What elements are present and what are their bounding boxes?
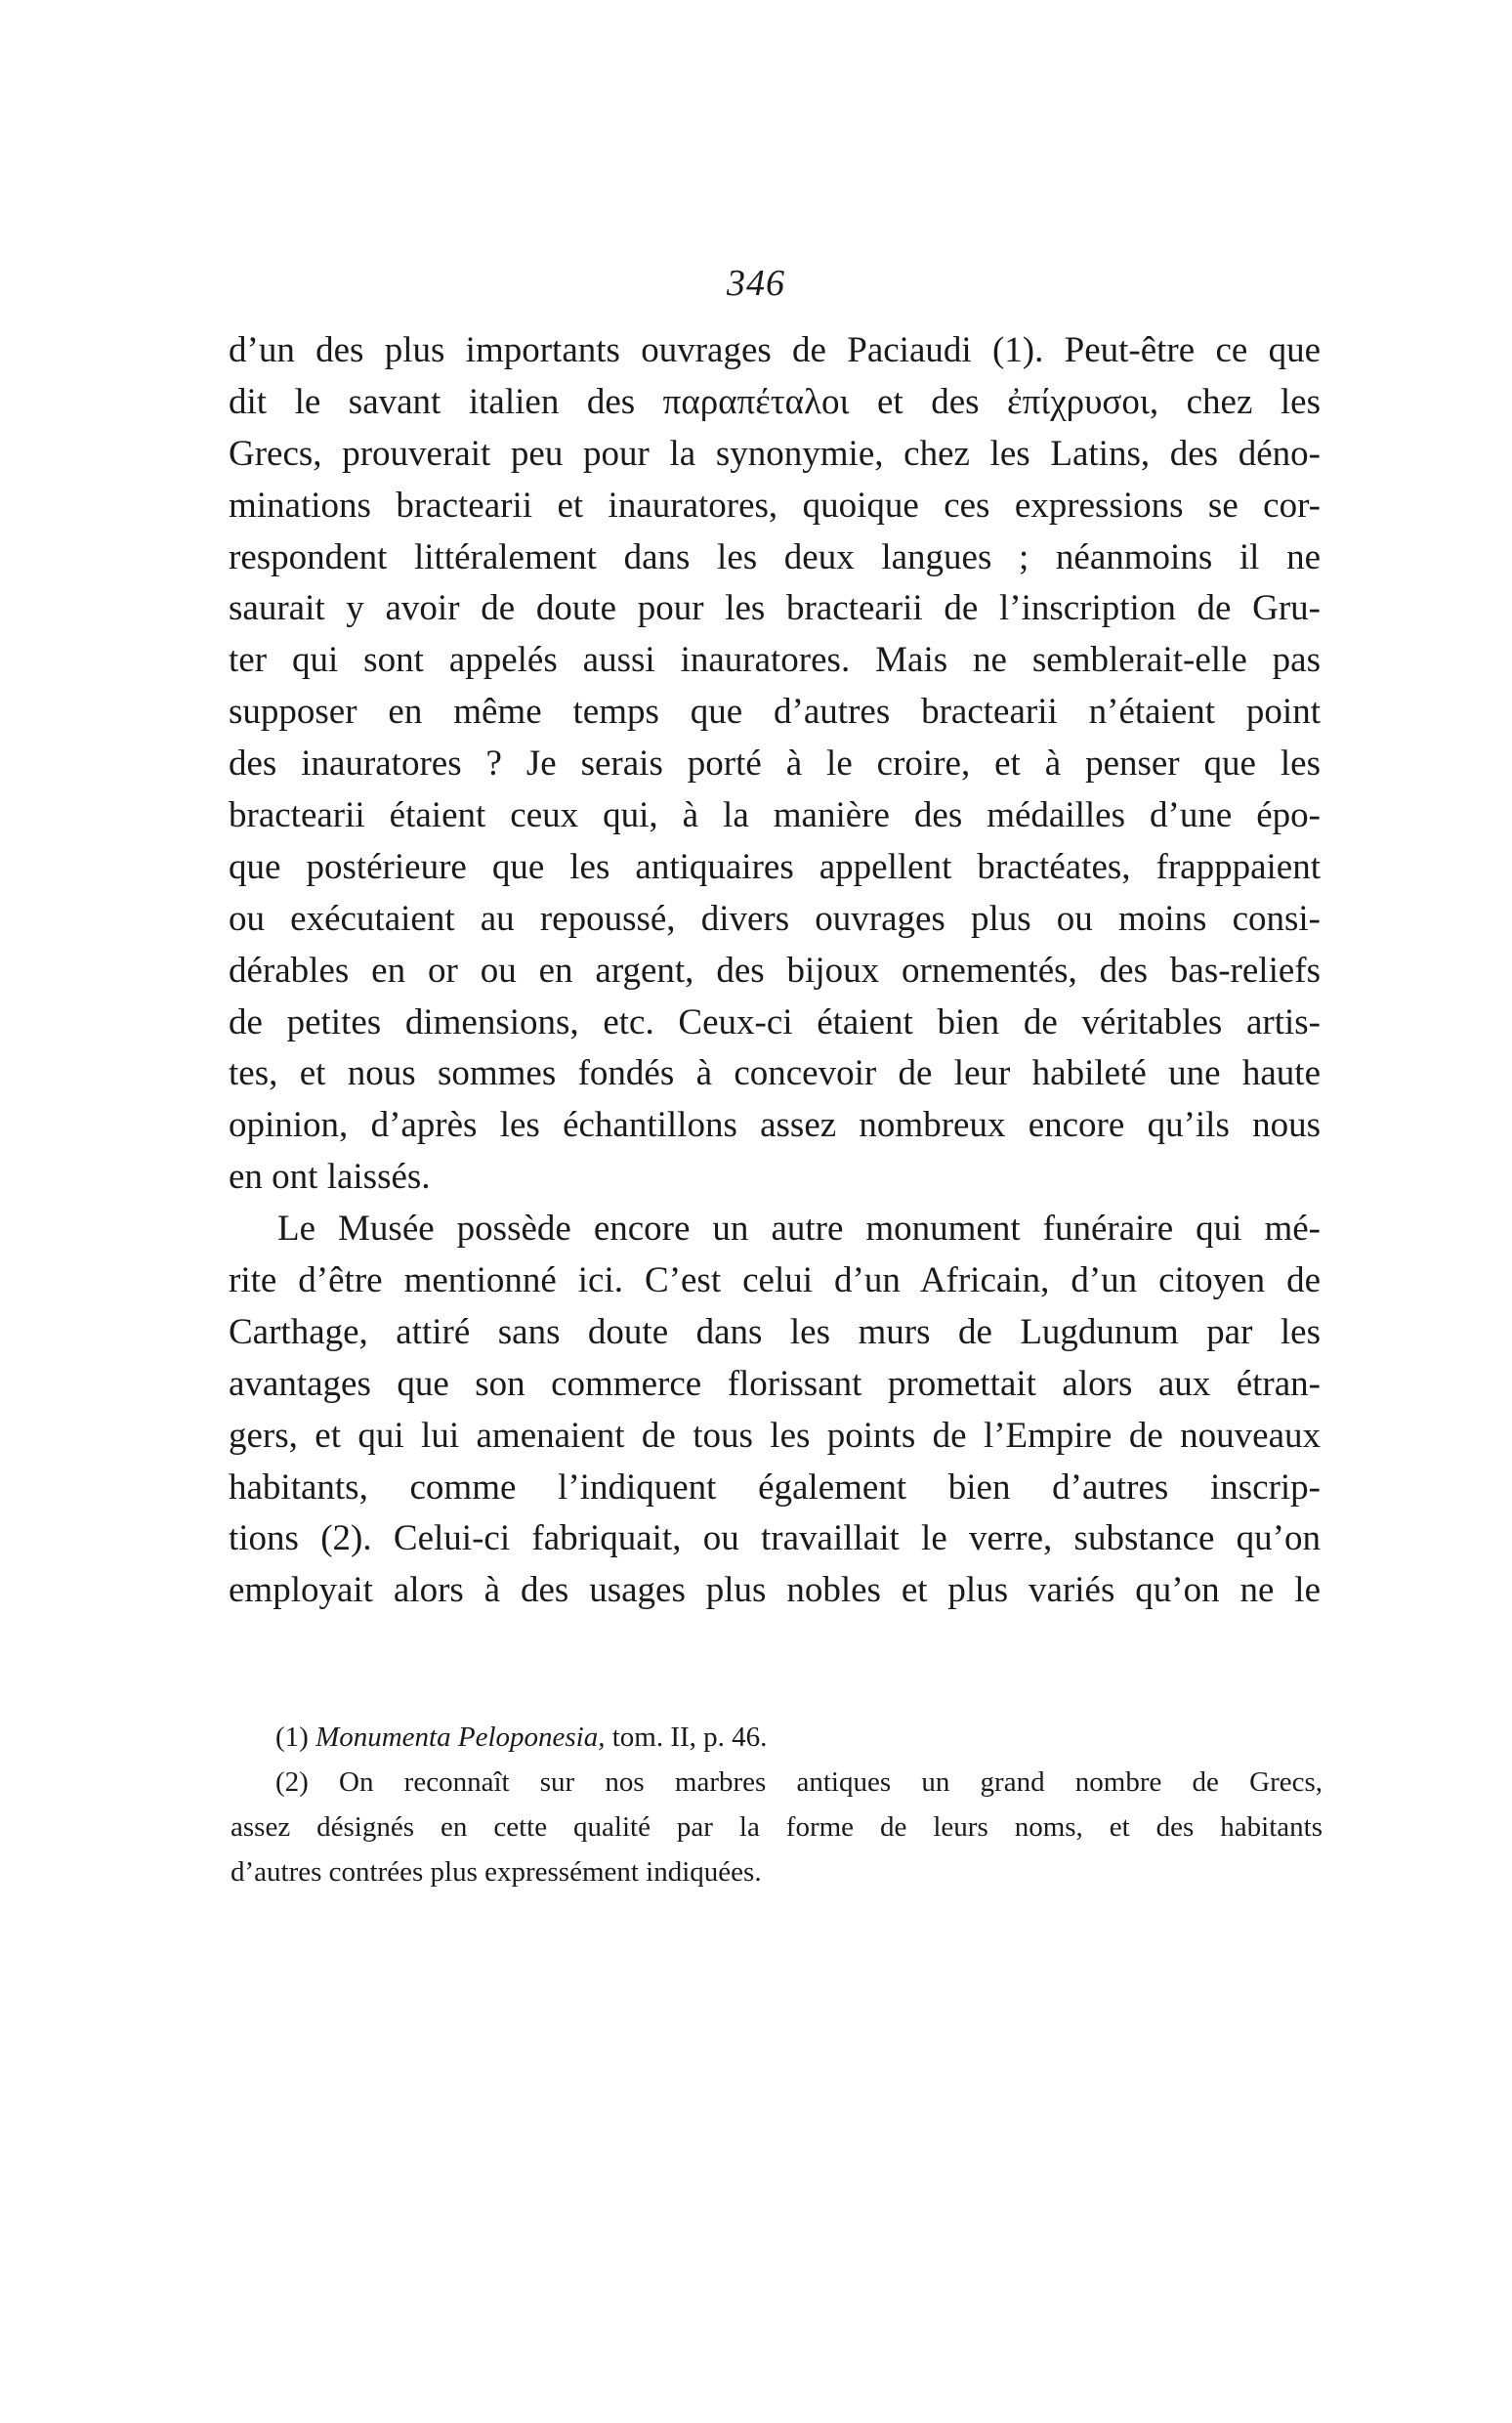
text-line: Grecs, prouverait peu pour la synonymie, chez les Latins, des déno-	[229, 433, 1321, 474]
footnote-1	[275, 1715, 1323, 1760]
text-line: supposer en même temps que d’autres bractearii n’étaient point	[229, 692, 1321, 733]
text-line: des inauratores ? Je serais porté à le croire, et à penser que les	[229, 744, 1321, 785]
text-line: opinion, d’après les échantillons assez nombreux encore qu’ils nous	[229, 1105, 1321, 1146]
text-line: Le Musée possède encore un autre monument funéraire qui mé-	[277, 1209, 1321, 1250]
text-line: saurait y avoir de doute pour les bractearii de l’inscription de Gru-	[229, 588, 1321, 629]
footnote-title: Monumenta Peloponesia,	[315, 1722, 606, 1753]
footnote-text: On reconnaît sur nos marbres antiques un grand nombre de Grecs,	[339, 1766, 1323, 1798]
text-line: ou exécutaient au repoussé, divers ouvrages plus ou moins consi-	[229, 898, 1321, 939]
text-line: ter qui sont appelés aussi inauratores. Mais ne semblerait-elle pas	[229, 640, 1321, 681]
text-line: avantages que son commerce florissant promettait alors aux étran-	[229, 1363, 1321, 1404]
text-line: bractearii étaient ceux qui, à la manière des médailles d’une épo-	[229, 795, 1321, 836]
footnote-marker: (2)	[275, 1766, 309, 1798]
page-number: 346	[727, 263, 785, 304]
footnotes	[231, 1715, 1323, 1894]
text-line: dérables en or ou en argent, des bijoux ornementés, des bas-reliefs	[229, 950, 1321, 991]
text-line: employait alors à des usages plus nobles et plus variés qu’on ne le	[229, 1570, 1321, 1611]
footnote-2-continued: d’autres contrées plus expressément indiquées.	[231, 1856, 762, 1888]
footnote-2-continued: assez désignés en cette qualité par la forme de leurs noms, et des habitants	[231, 1811, 1323, 1843]
text-line: Carthage, attiré sans doute dans les murs de Lugdunum par les	[229, 1311, 1321, 1352]
footnote-text: tom. II, p. 46.	[611, 1722, 768, 1753]
text-line: dit le savant italien des παραπέταλοι et des ἐπίχρυσοι, chez les	[229, 381, 1321, 422]
text-line: rite d’être mentionné ici. C’est celui d’un Africain, d’un citoyen de	[229, 1260, 1321, 1301]
text-line: d’un des plus importants ouvrages de Paciaudi (1). Peut-être ce que	[229, 330, 1321, 370]
text-line: de petites dimensions, etc. Ceux-ci étaient bien de véritables artis-	[229, 1001, 1321, 1042]
text-line: habitants, comme l’indiquent également bien d’autres inscrip-	[229, 1467, 1321, 1508]
text-line: tions (2). Celui-ci fabriquait, ou travaillait le verre, substance qu’on	[229, 1518, 1321, 1559]
text-line: gers, et qui lui amenaient de tous les points de l’Empire de nouveaux	[229, 1415, 1321, 1456]
main-text	[229, 325, 1321, 1617]
text-line: en ont laissés.	[229, 1157, 431, 1198]
text-line: tes, et nous sommes fondés à concevoir de leur habileté une haute	[229, 1053, 1321, 1094]
text-line: minations bractearii et inauratores, quoique ces expressions se cor-	[229, 485, 1321, 526]
footnote-marker: (1)	[275, 1722, 309, 1753]
text-line: que postérieure que les antiquaires appellent bractéates, frapppaient	[229, 846, 1321, 887]
text-line: respondent littéralement dans les deux langues ; néanmoins il ne	[229, 536, 1321, 577]
footnote-2	[275, 1760, 1323, 1805]
